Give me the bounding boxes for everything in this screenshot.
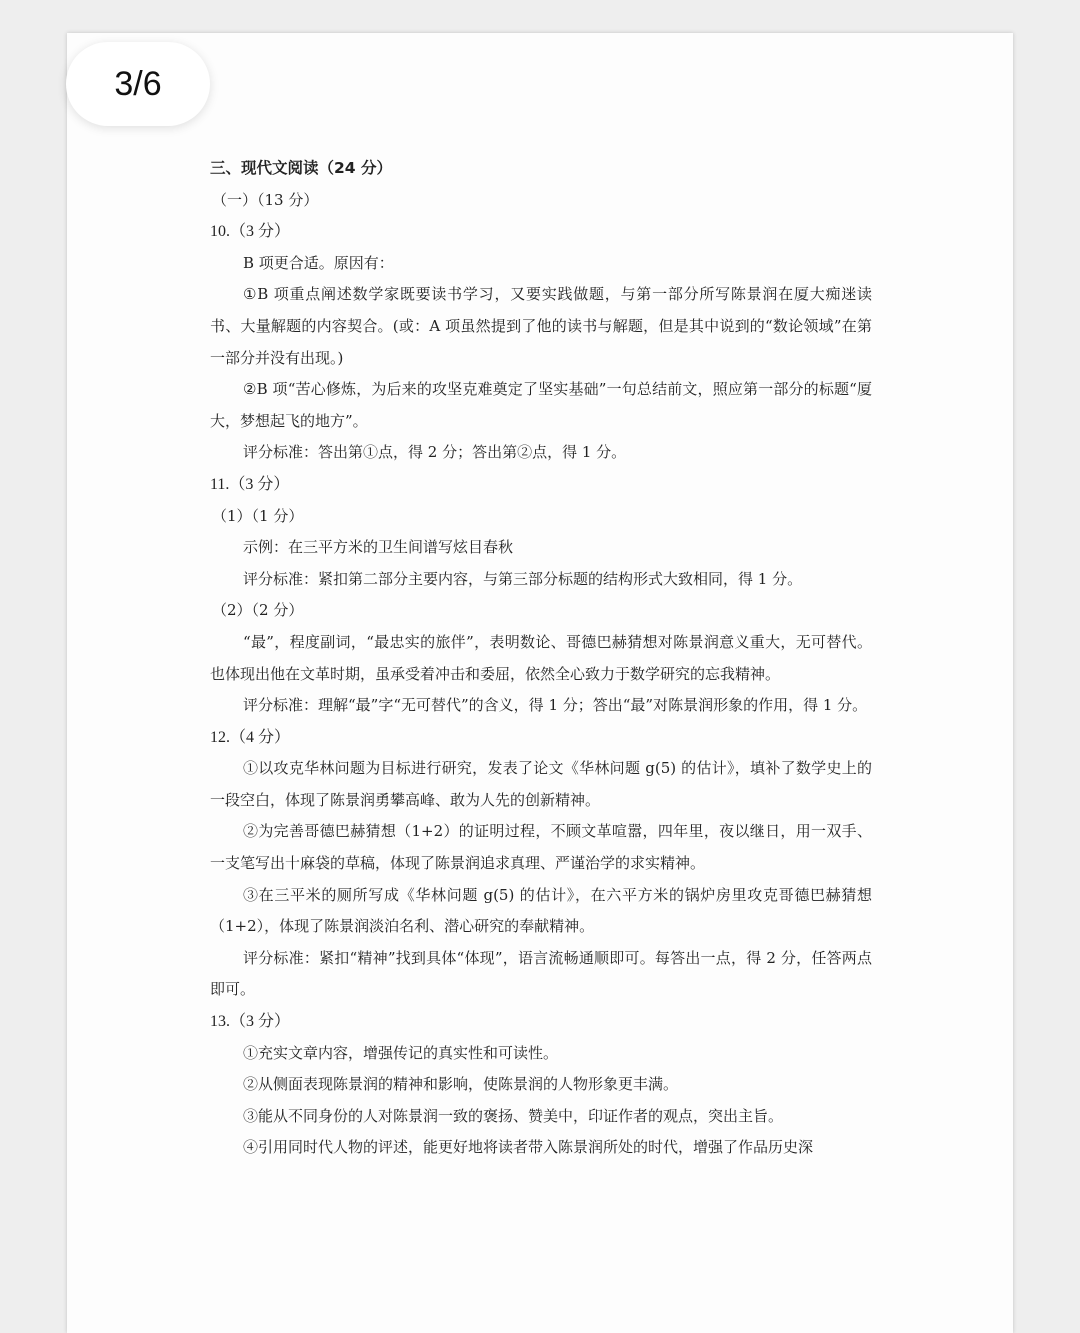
q11-sub1-criteria: 评分标准：紧扣第二部分主要内容，与第三部分标题的结构形式大致相同，得 1 分。 xyxy=(243,569,803,588)
q12-point-2: ②为完善哥德巴赫猜想（1+2）的证明过程，不顾文革喧嚣，四年里，夜以继日，用一双手、一支笔写出十麻袋的草稿，体现了陈景润追求真理、严谨治学的求实精神。 xyxy=(210,822,872,873)
q12-point-3: ③在三平米的厕所写成《华林问题 g(5) 的估计》，在六平方米的锅炉房里攻克哥德巴赫猜想（1+2），体现了陈景润淡泊名利、潜心研究的奉献精神。 xyxy=(210,885,872,936)
page-indicator: 3/6 xyxy=(66,42,210,126)
section-title: 三、现代文阅读（24 分） xyxy=(210,159,392,177)
q10-intro: B 项更合适。原因有： xyxy=(243,253,394,272)
q11-heading: 11.（3 分） xyxy=(210,475,290,493)
q13-point-4: ④引用同时代人物的评述，能更好地将读者带入陈景润所处的时代，增强了作品历史深 xyxy=(243,1138,814,1157)
q13-point-3: ③能从不同身份的人对陈景润一致的褒扬、赞美中，印证作者的观点，突出主旨。 xyxy=(243,1106,784,1125)
q10-heading: 10.（3 分） xyxy=(210,223,291,241)
q10-point-1: ①B 项重点阐述数学家既要读书学习，又要实践做题，与第一部分所写陈景润在厦大痴迷读书、大量解题的内容契合。(或：A 项虽然提到了他的读书与解题，但是其中说到的“数论领域”在第一部分并没有出现。) xyxy=(210,285,872,367)
q11-sub2-answer: “最”，程度副词，“最忠实的旅伴”，表明数论、哥德巴赫猜想对陈景润意义重大，无可替代。也体现出他在文革时期，虽承受着冲击和委屈，依然全心致力于数学研究的忘我精神。 xyxy=(210,632,872,683)
q12-point-1: ①以攻克华林问题为目标进行研究，发表了论文《华林问题 g(5) 的估计》，填补了数学史上的一段空白，体现了陈景润勇攀高峰、敢为人先的创新精神。 xyxy=(210,759,872,809)
q10-criteria: 评分标准：答出第①点，得 2 分；答出第②点，得 1 分。 xyxy=(243,443,627,462)
q12-heading: 12.（4 分） xyxy=(210,728,291,746)
q10-point-2: ②B 项“苦心修炼，为后来的攻坚克难奠定了坚实基础”一句总结前文，照应第一部分的标题“厦大，梦想起飞的地方”。 xyxy=(210,380,872,430)
q11-sub2-criteria: 评分标准：理解“最”字“无可替代”的含义，得 1 分；答出“最”对陈景润形象的作用，得 1 分。 xyxy=(243,696,868,715)
q13-point-1: ①充实文章内容，增强传记的真实性和可读性。 xyxy=(243,1043,559,1062)
answer-content xyxy=(210,153,872,1164)
q12-criteria: 评分标准：紧扣“精神”找到具体“体现”，语言流畅通顺即可。每答出一点，得 2 分，任答两点即可。 xyxy=(210,948,872,999)
q13-point-2: ②从侧面表现陈景润的精神和影响，使陈景润的人物形象更丰满。 xyxy=(243,1075,679,1094)
q11-sub1-example: 示例：在三平方米的卫生间谱写炫目春秋 xyxy=(243,538,514,557)
q13-heading: 13.（3 分） xyxy=(210,1013,291,1031)
part-title: （一）（13 分） xyxy=(212,190,319,209)
q11-sub1-heading: （1）（1 分） xyxy=(212,506,304,525)
q11-sub2-heading: （2）（2 分） xyxy=(212,601,304,620)
